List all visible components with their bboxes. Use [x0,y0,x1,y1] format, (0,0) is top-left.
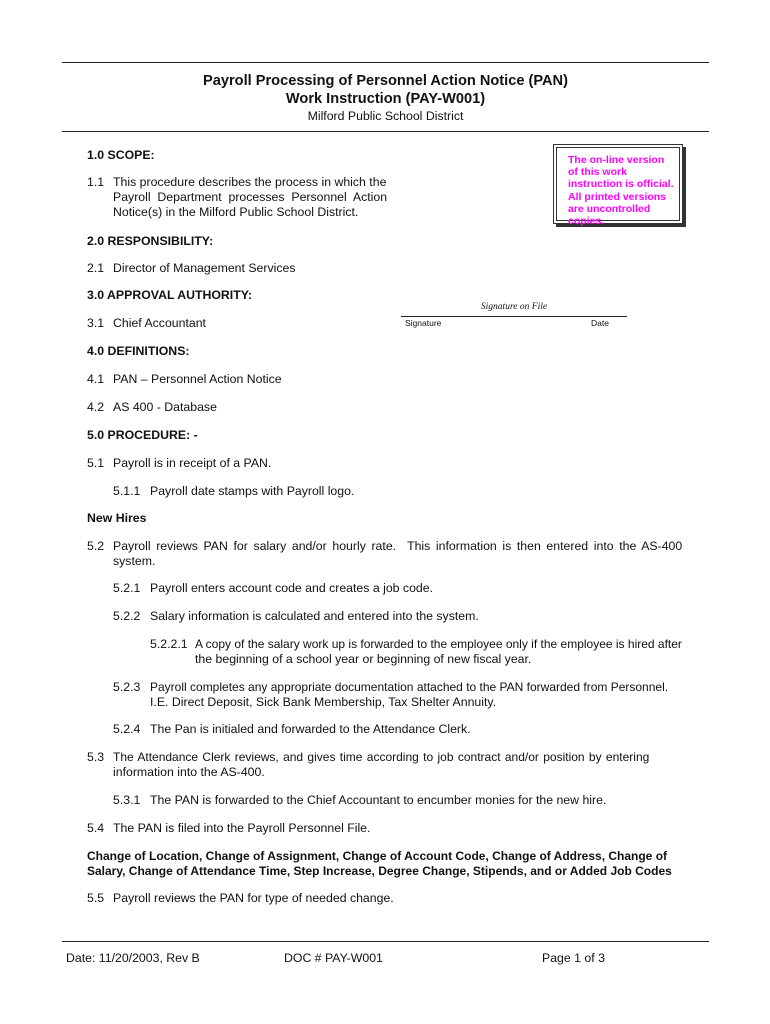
procedure-text: Payroll date stamps with Payroll logo. [150,484,355,498]
procedure-text: Salary information is calculated and entered into the system. [150,609,479,623]
section-definitions-heading: 4.0 DEFINITIONS: [87,344,190,358]
page-title: Payroll Processing of Personnel Action Notice (PAN) [203,73,568,89]
section-procedure-heading: 5.0 PROCEDURE: - [87,428,198,442]
procedure-text: The PAN is filed into the Payroll Personnel File. [113,821,371,835]
item-number: 5.2.4 [113,722,141,736]
scope-text-line: Payroll Department processes Personnel Action [113,190,388,204]
item-number: 5.1 [87,456,105,470]
footer-page-number: Page 1 of 3 [542,951,605,965]
item-number: 3.1 [87,316,105,330]
procedure-text: Payroll reviews PAN for salary and/or hourly rate. This information is then entered into the AS-400 [113,539,683,553]
item-number: 5.1.1 [113,484,141,498]
subheading-changes: Change of Location, Change of Assignment, Change of Account Code, Change of Address, Change of [87,849,668,863]
footer-date: Date: 11/20/2003, Rev B [66,951,200,965]
item-number: 5.3 [87,750,105,764]
procedure-text: system. [113,554,156,568]
section-responsibility-heading: 2.0 RESPONSIBILITY: [87,234,214,248]
item-number: 4.1 [87,372,105,386]
procedure-text: A copy of the salary work up is forwarded to the employee only if the employee is hired after [195,637,682,651]
subheading-new-hires: New Hires [87,511,147,525]
procedure-text: I.E. Direct Deposit, Sick Bank Membership, Tax Shelter Annuity. [150,695,497,709]
procedure-text: Payroll is in receipt of a PAN. [113,456,272,470]
procedure-text: Payroll reviews the PAN for type of needed change. [113,891,394,905]
section-scope-heading: 1.0 SCOPE: [87,148,155,162]
item-number: 5.5 [87,891,105,905]
item-number: 5.2.1 [113,581,141,595]
scope-text-line: This procedure describes the process in which the [113,175,387,189]
page-subtitle: Work Instruction (PAY-W001) [285,91,486,107]
responsibility-text: Director of Management Services [113,261,296,275]
procedure-text: Payroll completes any appropriate documentation attached to the PAN forwarded from Personnel. [150,680,669,694]
date-label: Date [591,318,609,328]
procedure-text: The Pan is initialed and forwarded to the Attendance Clerk. [150,722,471,736]
definition-text: PAN – Personnel Action Notice [113,372,282,386]
procedure-text: Payroll enters account code and creates a job code. [150,581,434,595]
item-number: 5.2.3 [113,680,141,694]
top-rule [62,62,709,63]
procedure-text: The Attendance Clerk reviews, and gives time according to job contract and/or position by entering [113,750,650,764]
item-number: 5.2 [87,539,105,553]
item-number: 5.4 [87,821,105,835]
footer-rule [62,941,709,942]
procedure-text: information into the AS-400. [113,765,265,779]
footer-doc-number: DOC # PAY-W001 [284,951,383,965]
notice-text: The on-line version of this work instruction is official. All printed versions are uncontrolled copies. [568,154,674,228]
item-number: 2.1 [87,261,105,275]
scope-text-line: Notice(s) in the Milford Public School District. [113,205,359,219]
signature-label: Signature [405,318,442,328]
signature-line [401,316,627,317]
section-approval-heading: 3.0 APPROVAL AUTHORITY: [87,288,253,302]
uncontrolled-copy-notice [553,144,683,228]
subheading-changes: Salary, Change of Attendance Time, Step Increase, Degree Change, Stipends, and or Added Job Codes [87,864,672,878]
item-number: 5.3.1 [113,793,141,807]
signature-on-file: Signature on File [480,302,548,312]
procedure-text: The PAN is forwarded to the Chief Accountant to encumber monies for the new hire. [150,793,607,807]
item-number: 4.2 [87,400,105,414]
item-number: 1.1 [87,175,105,189]
procedure-text: the beginning of a school year or beginning of new fiscal year. [195,652,532,666]
header-rule [62,131,709,132]
district-name: Milford Public School District [307,109,464,123]
notice-inner-border [556,147,680,228]
definition-text: AS 400 - Database [113,400,217,414]
item-number: 5.2.2.1 [150,637,188,651]
approval-text: Chief Accountant [113,316,206,330]
item-number: 5.2.2 [113,609,141,623]
